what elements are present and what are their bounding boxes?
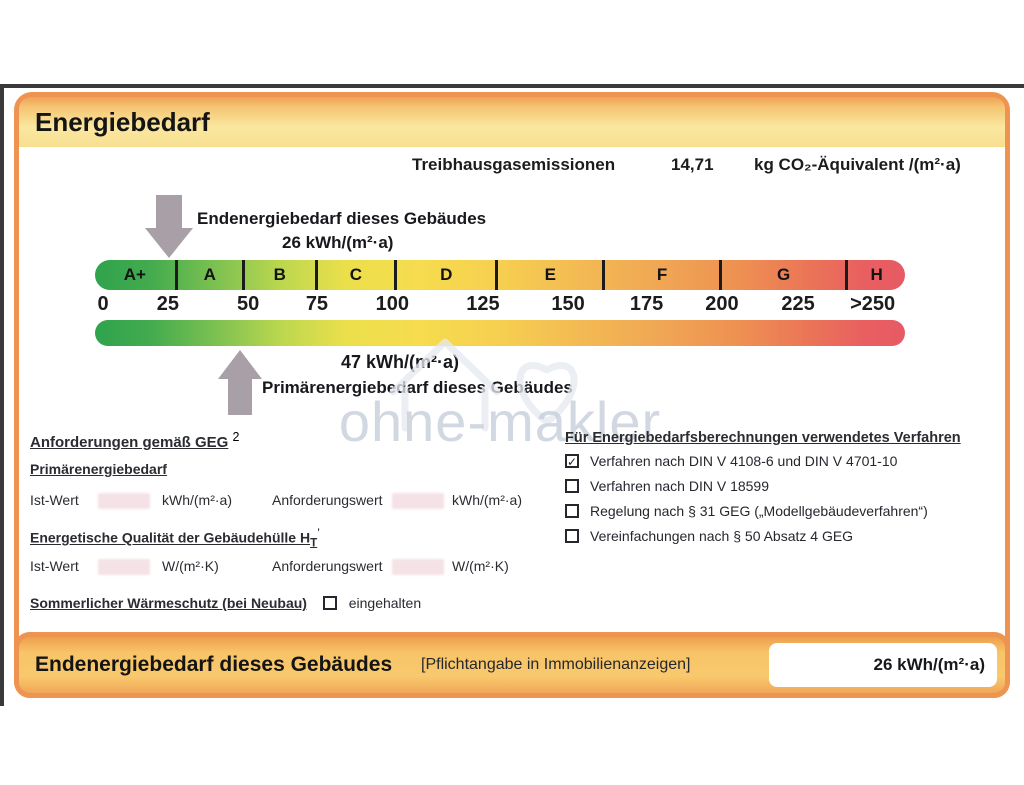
- redacted-value: [98, 493, 150, 509]
- class-segment-f: F: [605, 260, 722, 290]
- emissions-value: 14,71: [671, 155, 714, 174]
- primary-demand-row: [30, 492, 560, 512]
- anforderungswert-label: Anforderungswert: [272, 492, 383, 508]
- emissions-unit: kg CO₂-Äquivalent /(m²·a): [754, 155, 961, 174]
- summer-heat-protection-row: [30, 595, 421, 611]
- end-energy-title: Endenergiebedarf dieses Gebäudes: [197, 209, 487, 228]
- class-segment-a-plus: A+: [95, 260, 178, 290]
- primary-energy-title: Primärenergiebedarf dieses Gebäudes: [262, 378, 573, 397]
- scale-tick: 0: [97, 293, 109, 315]
- method-item: [565, 453, 1001, 470]
- class-segment-e: E: [498, 260, 605, 290]
- scale-tick-row: [95, 293, 905, 319]
- calculation-method-section: [565, 430, 1001, 553]
- method-item-label: Verfahren nach DIN V 18599: [590, 478, 770, 494]
- footnote-marker: 2: [232, 430, 240, 444]
- envelope-quality-heading: Energetische Qualität der Gebäudehülle $H_T^’$: [30, 527, 320, 550]
- method-checkbox[interactable]: ✓: [567, 455, 578, 469]
- primary-energy-arrow-up-icon: [218, 350, 262, 415]
- scale-tick: >250: [850, 293, 896, 315]
- energy-class-scale: [95, 260, 905, 290]
- redacted-value: [98, 559, 150, 575]
- method-item: [565, 528, 1001, 545]
- scan-border-left: [0, 84, 4, 706]
- scale-tick: 175: [629, 293, 664, 315]
- unit-label: W/(m²·K): [452, 558, 509, 574]
- emissions-label: Treibhausgasemissionen: [412, 155, 616, 174]
- scale-tick: 125: [466, 293, 500, 315]
- method-checkbox[interactable]: [565, 504, 579, 518]
- primary-energy-value: 47 kWh/(m²·a): [341, 352, 460, 372]
- unit-label: kWh/(m²·a): [162, 492, 232, 508]
- ist-wert-label: Ist-Wert: [30, 558, 79, 574]
- footer-note: [Pflichtangabe in Immobilienanzeigen]: [421, 656, 691, 673]
- footer-value: 26 kWh/(m²·a): [873, 655, 985, 674]
- method-item-label: Vereinfachungen nach § 50 Absatz 4 GEG: [590, 528, 854, 544]
- summer-checkbox[interactable]: [323, 596, 337, 610]
- scale-tick: 75: [305, 293, 329, 315]
- anforderungswert-label: Anforderungswert: [272, 558, 383, 574]
- ist-wert-label: Ist-Wert: [30, 492, 79, 508]
- scale-tick: 50: [236, 293, 260, 315]
- footer-title: Endenergiebedarf dieses Gebäudes: [35, 653, 393, 676]
- class-segment-g: G: [722, 260, 848, 290]
- redacted-value: [392, 559, 444, 575]
- method-item: [565, 478, 1001, 495]
- class-segment-a: A: [178, 260, 245, 290]
- method-item-label: Regelung nach § 31 GEG („Modellgebäudeverfahren“): [590, 503, 928, 519]
- scan-border-top: [0, 84, 1024, 88]
- scale-tick: 150: [551, 293, 585, 315]
- scale-tick: 225: [781, 293, 815, 315]
- summer-protection-label: Sommerlicher Wärmeschutz (bei Neubau): [30, 595, 307, 611]
- method-item: [565, 503, 1001, 520]
- end-energy-arrow-down-icon: [145, 195, 193, 258]
- envelope-quality-row: [30, 558, 560, 578]
- method-item-label: Verfahren nach DIN V 4108-6 und DIN V 4701-10: [590, 453, 898, 469]
- summer-checkbox-label: eingehalten: [348, 595, 422, 611]
- redacted-value: [392, 493, 444, 509]
- footer-bar: [14, 632, 1010, 698]
- scale-tick: 200: [705, 293, 739, 315]
- emissions-row: [19, 155, 1005, 179]
- primary-demand-heading: Primärenergiebedarf: [30, 461, 167, 477]
- certificate-frame: [14, 92, 1010, 698]
- requirements-heading: Anforderungen gemäß GEG $^2$: [30, 430, 240, 451]
- footer-value-box: [769, 643, 997, 687]
- method-checkbox[interactable]: [565, 479, 579, 493]
- scale-tick: 25: [156, 293, 180, 315]
- class-segment-d: D: [397, 260, 498, 290]
- watermark-text: ohne-makler: [338, 390, 662, 453]
- page-title: Energiebedarf: [35, 107, 210, 137]
- scale-tick: 100: [375, 293, 409, 315]
- class-segment-h: H: [870, 265, 883, 284]
- unit-label: kWh/(m²·a): [452, 492, 522, 508]
- unit-label: W/(m²·K): [162, 558, 219, 574]
- method-checkbox[interactable]: [565, 529, 579, 543]
- class-segment-c: C: [318, 260, 397, 290]
- header-bar: [19, 97, 1005, 147]
- end-energy-value: 26 kWh/(m²·a): [282, 233, 394, 252]
- method-heading: Für Energiebedarfsberechnungen verwendetes Verfahren: [565, 430, 961, 446]
- class-segment-b: B: [245, 260, 318, 290]
